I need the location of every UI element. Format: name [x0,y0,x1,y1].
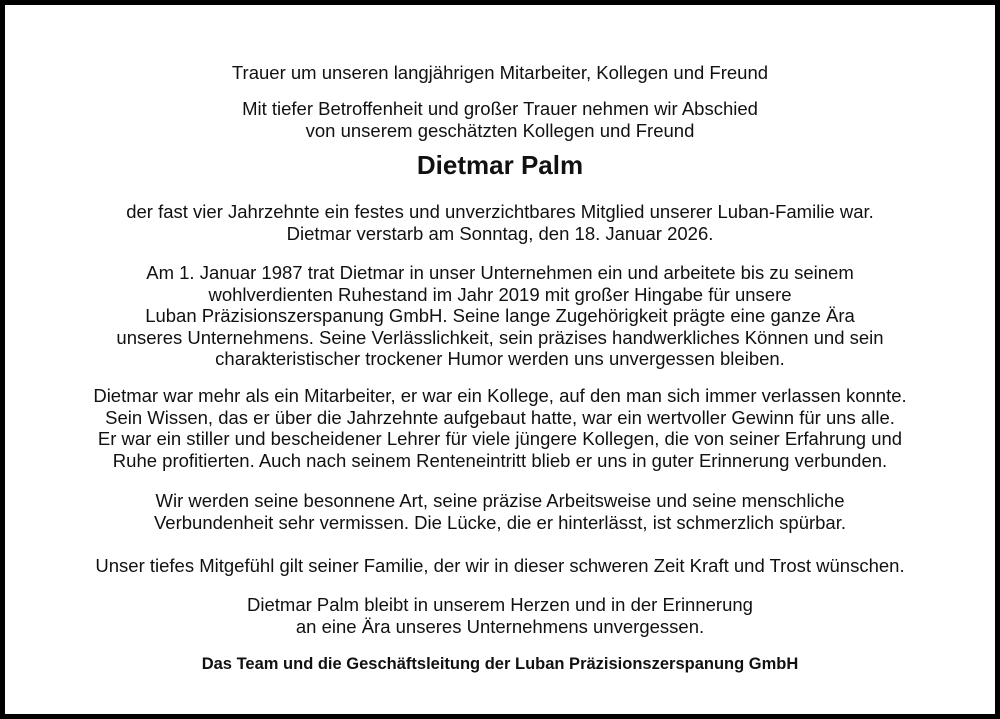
paragraph-1 [5,201,995,244]
text-line: Wir werden seine besonnene Art, seine präzise Arbeitsweise und seine menschliche [155,490,845,511]
text-line: unseres Unternehmens. Seine Verlässlichkeit, sein präzises handwerkliches Können und sein [116,326,884,348]
text-line: von unserem geschätzten Kollegen und Freund [305,119,695,141]
paragraph-2 [5,262,995,370]
paragraph-4 [5,490,995,533]
text-line: der fast vier Jahrzehnte ein festes und unverzichtbares Mitglied unserer Luban-Familie war. [126,201,874,222]
name-line: Dietmar Palm [416,150,584,180]
text-line: Verbundenheit sehr vermissen. Die Lücke, die er hinterlässt, ist schmerzlich spürbar. [153,511,846,533]
paragraph-5 [5,555,995,577]
text-line: wohlverdienten Ruhestand im Jahr 2019 mit großer Hingabe für unsere [208,283,792,305]
deceased-name [5,150,995,180]
text-line: Unser tiefes Mitgefühl gilt seiner Familie, der wir in dieser schweren Zeit Kraft und Trost wünschen. [95,555,905,576]
text-line: Er war ein stiller und bescheidener Lehrer für viele jüngere Kollegen, die von seiner Erfahrung und [97,428,903,450]
text-line: Ruhe profitierten. Auch nach seinem Renteneintritt blieb er uns in guter Erinnerung verbunden. [112,449,888,471]
paragraph-6 [5,594,995,637]
text-line: Dietmar verstarb am Sonntag, den 18. Januar 2026. [286,222,714,244]
text-line: Am 1. Januar 1987 trat Dietmar in unser Unternehmen ein und arbeitete bis zu seinem [146,262,854,283]
text-line: Luban Präzisionszerspanung GmbH. Seine lange Zugehörigkeit prägte eine ganze Ära [145,305,855,327]
text-line: Dietmar war mehr als ein Mitarbeiter, er war ein Kollege, auf den man sich immer verlassen konnte. [93,385,907,406]
text-line: Mit tiefer Betroffenheit und großer Trauer nehmen wir Abschied [242,98,758,119]
text-line: Sein Wissen, das er über die Jahrzehnte aufgebaut hatte, war ein wertvoller Gewinn für uns alle. [105,406,895,428]
paragraph-3 [5,385,995,471]
heading [5,62,995,84]
signature [5,654,995,676]
heading-line: Trauer um unseren langjährigen Mitarbeiter, Kollegen und Freund [231,62,769,83]
text-line: charakteristischer trockener Humor werden uns unvergessen bleiben. [215,348,785,370]
text-line: Dietmar Palm bleibt in unserem Herzen und in der Erinnerung [247,594,753,615]
text-line: an eine Ära unseres Unternehmens unvergessen. [295,615,705,637]
signature-line: Das Team und die Geschäftsleitung der Luban Präzisionszerspanung GmbH [201,655,799,673]
intro-paragraph [5,98,995,141]
